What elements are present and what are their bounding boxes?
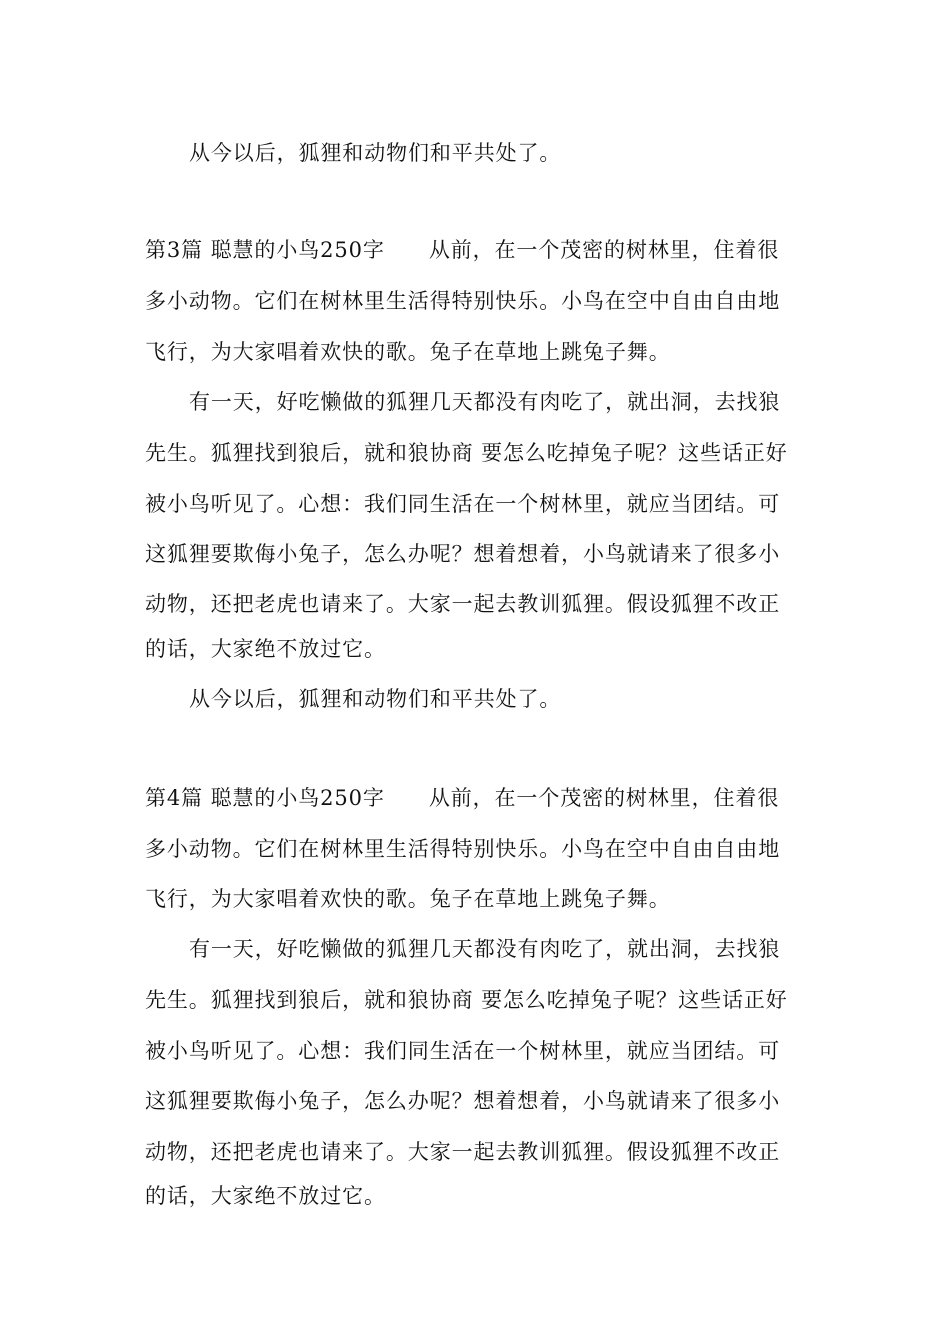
paragraph-line: 从今以后，狐狸和动物们和平共处了。 [189,141,562,165]
paragraph-line: 被小鸟听见了。心想：我们同生活在一个树林里，就应当团结。可 [145,492,781,516]
section-4-first-line [145,783,779,813]
paragraph-line: 的话，大家绝不放过它。 [145,637,386,661]
paragraph-line: 多小动物。它们在树林里生活得特别快乐。小鸟在空中自由自由地 [145,837,781,861]
section-3-heading: 第3篇 聪慧的小鸟250字 [145,238,385,262]
paragraph-line: 有一天，好吃懒做的狐狸几天都没有肉吃了，就出洞，去找狼 [189,937,781,961]
paragraph-line: 从今以后，狐狸和动物们和平共处了。 [189,687,562,711]
paragraph-line: 有一天，好吃懒做的狐狸几天都没有肉吃了，就出洞，去找狼 [189,390,781,414]
paragraph-line: 先生。狐狸找到狼后，就和狼协商 要怎么吃掉兔子呢？这些话正好 [145,988,788,1012]
paragraph-line: 被小鸟听见了。心想：我们同生活在一个树林里，就应当团结。可 [145,1039,781,1063]
section-4-heading: 第4篇 聪慧的小鸟250字 [145,786,385,810]
paragraph-line: 动物，还把老虎也请来了。大家一起去教训狐狸。假设狐狸不改正 [145,1140,781,1164]
paragraph-line: 多小动物。它们在树林里生活得特别快乐。小鸟在空中自由自由地 [145,289,781,313]
paragraph-line: 动物，还把老虎也请来了。大家一起去教训狐狸。假设狐狸不改正 [145,592,781,616]
paragraph-line: 这狐狸要欺侮小兔子，怎么办呢？想着想着，小鸟就请来了很多小 [145,1089,781,1113]
paragraph-line: 从前，在一个茂密的树林里，住着很 [428,786,780,810]
section-3-first-line [145,235,779,265]
paragraph-line: 先生。狐狸找到狼后，就和狼协商 要怎么吃掉兔子呢？这些话正好 [145,441,788,465]
paragraph-line: 的话，大家绝不放过它。 [145,1184,386,1208]
paragraph-line: 飞行，为大家唱着欢快的歌。兔子在草地上跳兔子舞。 [145,887,671,911]
paragraph-line: 飞行，为大家唱着欢快的歌。兔子在草地上跳兔子舞。 [145,340,671,364]
paragraph-line: 这狐狸要欺侮小兔子，怎么办呢？想着想着，小鸟就请来了很多小 [145,542,781,566]
paragraph-line: 从前，在一个茂密的树林里，住着很 [428,238,780,262]
